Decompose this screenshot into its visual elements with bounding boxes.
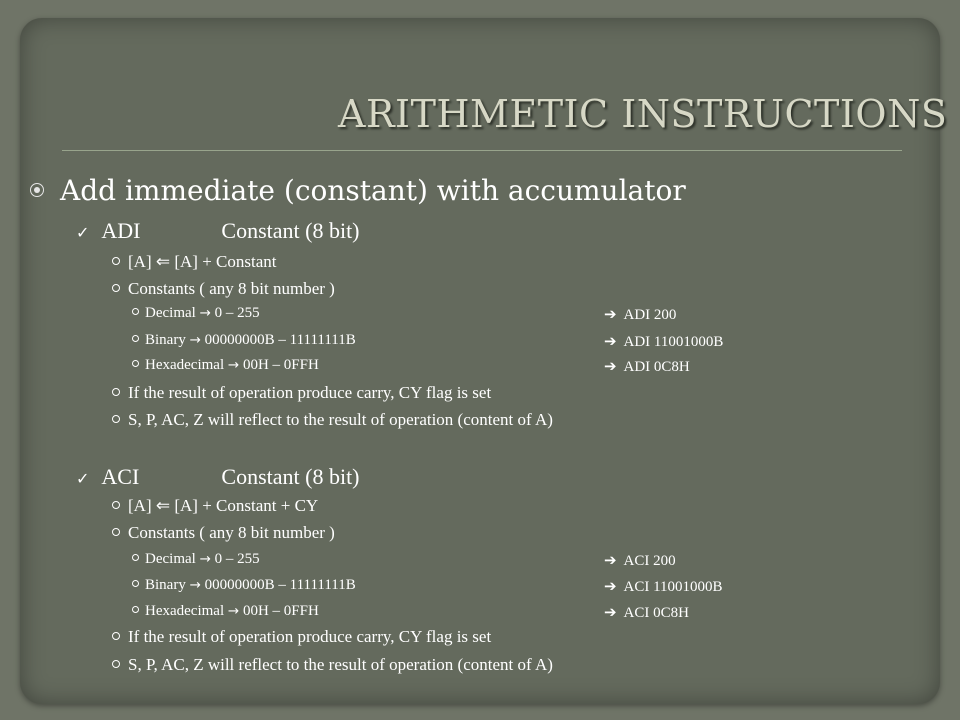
- row-label: Decimal: [145, 305, 196, 321]
- target-bullet-icon: [30, 183, 44, 197]
- carry-note-line: [112, 627, 491, 647]
- arrow-right-icon: →: [189, 332, 201, 348]
- row-range: 00000000B – 11111111B: [204, 577, 356, 593]
- operation-line: [112, 252, 276, 272]
- constant-row-decimal: [132, 551, 260, 568]
- row-range: 00H – 0FFH: [242, 603, 319, 619]
- row-label: Hexadecimal: [145, 603, 225, 619]
- row-range: 0 – 255: [214, 551, 260, 567]
- circle-bullet-icon: [112, 284, 120, 292]
- bold-arrow-icon: ➔: [604, 332, 617, 350]
- row-label: Hexadecimal: [145, 357, 225, 373]
- circle-bullet-icon: [112, 257, 120, 265]
- constant-row-hex: [132, 603, 319, 620]
- example-binary: [604, 332, 723, 351]
- constant-row-decimal: [132, 305, 260, 322]
- example-decimal: [604, 551, 676, 570]
- constants-label: Constants ( any 8 bit number ): [128, 279, 335, 298]
- constants-line: [112, 523, 335, 543]
- circle-bullet-icon: [132, 335, 139, 342]
- checkmark-icon: ✓: [76, 471, 90, 488]
- bold-arrow-icon: ➔: [604, 603, 617, 621]
- operand: Constant (8 bit): [221, 464, 360, 489]
- bold-arrow-icon: ➔: [604, 305, 617, 323]
- row-label: Decimal: [145, 551, 196, 567]
- row-range: 00H – 0FFH: [242, 357, 319, 373]
- arrow-right-icon: →: [227, 357, 240, 373]
- arrow-right-icon: →: [189, 577, 201, 593]
- circle-bullet-icon: [132, 554, 139, 561]
- bold-arrow-icon: ➔: [604, 357, 617, 375]
- carry-note: If the result of operation produce carry, CY flag is set: [128, 383, 492, 402]
- flags-note: S, P, AC, Z will reflect to the result of operation (content of A): [128, 655, 553, 674]
- operation-line: [112, 496, 318, 516]
- circle-bullet-icon: [112, 632, 120, 640]
- circle-bullet-icon: [112, 528, 120, 536]
- arrow-right-icon: →: [227, 603, 240, 619]
- main-heading: Add immediate (constant) with accumulator: [60, 174, 686, 207]
- flags-note-line: [112, 655, 553, 675]
- circle-bullet-icon: [132, 360, 139, 367]
- example-hex: [604, 357, 690, 376]
- example-text: ACI 200: [623, 553, 676, 569]
- mnemonic: ACI: [101, 464, 140, 489]
- operation-text: [A] ⇐ [A] + Constant: [128, 252, 277, 271]
- bold-arrow-icon: ➔: [604, 551, 617, 569]
- row-range: 00000000B – 11111111B: [204, 332, 356, 348]
- row-range: 0 – 255: [214, 305, 260, 321]
- circle-bullet-icon: [132, 580, 139, 587]
- main-bullet: [30, 174, 686, 207]
- carry-note: If the result of operation produce carry, CY flag is set: [128, 627, 492, 646]
- circle-bullet-icon: [112, 501, 120, 509]
- circle-bullet-icon: [132, 308, 139, 315]
- circle-bullet-icon: [112, 388, 120, 396]
- constant-row-binary: [132, 577, 356, 594]
- constants-label: Constants ( any 8 bit number ): [128, 523, 335, 542]
- constant-row-binary: [132, 332, 356, 349]
- circle-bullet-icon: [112, 660, 120, 668]
- flags-note: S, P, AC, Z will reflect to the result of operation (content of A): [128, 410, 553, 429]
- circle-bullet-icon: [132, 606, 139, 613]
- example-text: ACI 11001000B: [623, 579, 723, 595]
- example-hex: [604, 603, 689, 622]
- operation-text: [A] ⇐ [A] + Constant + CY: [128, 496, 319, 515]
- carry-note-line: [112, 383, 491, 403]
- example-text: ACI 0C8H: [623, 605, 689, 621]
- bold-arrow-icon: ➔: [604, 577, 617, 595]
- mnemonic: ADI: [101, 218, 141, 243]
- example-text: ADI 200: [623, 307, 677, 323]
- example-decimal: [604, 305, 676, 324]
- constants-line: [112, 279, 335, 299]
- arrow-right-icon: →: [199, 305, 211, 321]
- slide-title: ARITHMETIC INSTRUCTIONS: [338, 92, 948, 136]
- row-label: Binary: [145, 332, 186, 348]
- row-label: Binary: [145, 577, 186, 593]
- arrow-right-icon: →: [199, 551, 211, 567]
- checkmark-icon: ✓: [76, 225, 90, 242]
- constant-row-hex: [132, 357, 319, 374]
- circle-bullet-icon: [112, 415, 120, 423]
- flags-note-line: [112, 410, 553, 430]
- title-divider: [62, 150, 902, 151]
- operand: Constant (8 bit): [221, 218, 360, 243]
- instruction-line-aci: [76, 464, 360, 490]
- example-text: ADI 0C8H: [623, 359, 690, 375]
- example-binary: [604, 577, 723, 596]
- example-text: ADI 11001000B: [623, 334, 724, 350]
- instruction-line-adi: [76, 218, 360, 244]
